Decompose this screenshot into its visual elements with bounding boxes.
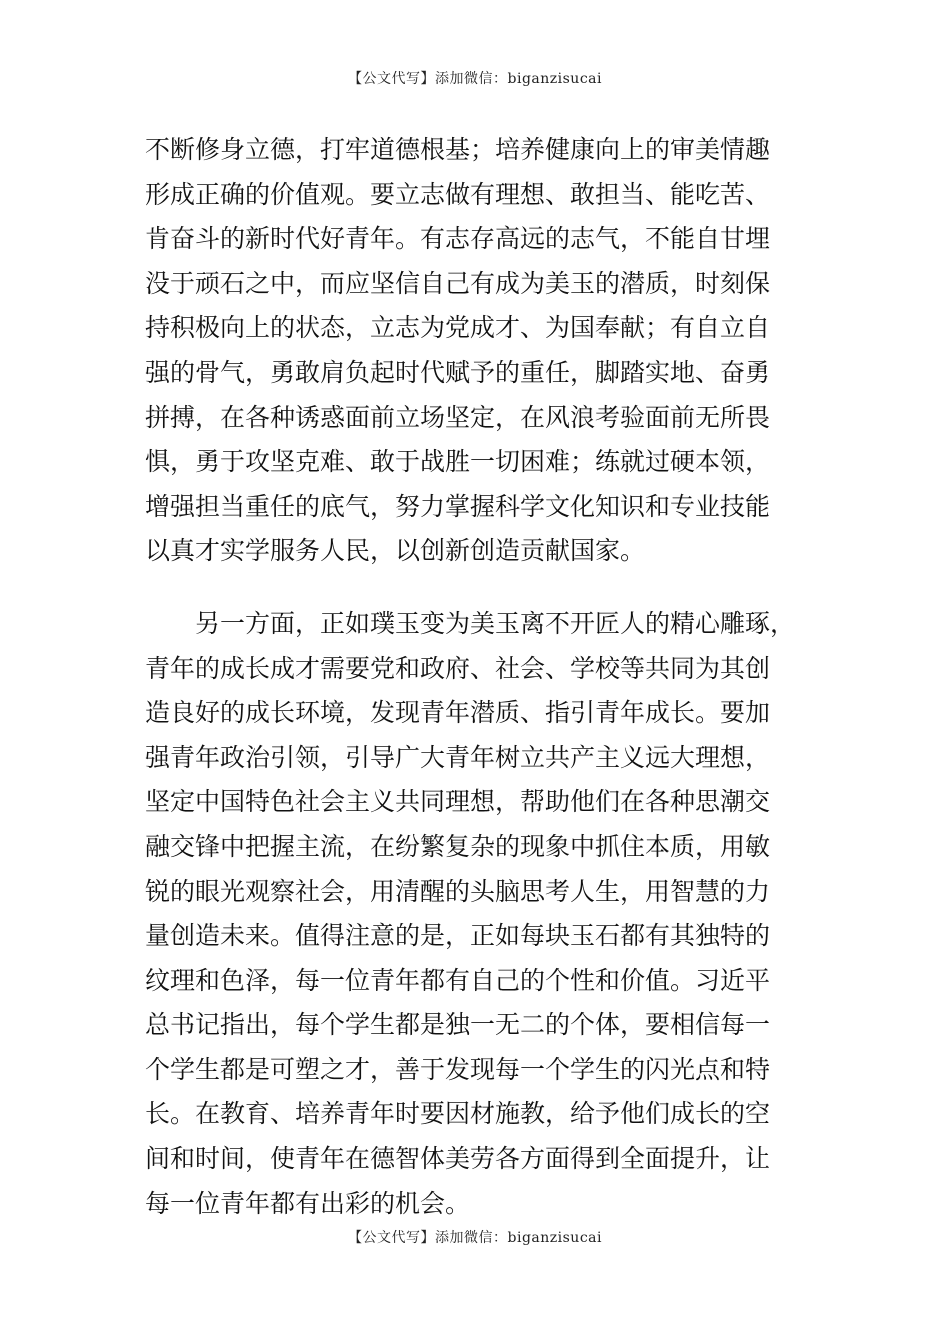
text-line: 另一方面，正如璞玉变为美玉离不开匠人的精心雕琢，: [145, 608, 796, 638]
text-line: 间和时间，使青年在德智体美劳各方面得到全面提升，让: [145, 1144, 771, 1174]
text-line: 坚定中国特色社会主义共同理想，帮助他们在各种思潮交: [145, 787, 771, 817]
page-footer: 【公文代写】添加微信：biganzisucai: [348, 1230, 602, 1246]
text-line: 持积极向上的状态，立志为党成才、为国奉献；有自立自: [145, 313, 771, 343]
text-line: 总书记指出，每个学生都是独一无二的个体，要相信每一: [145, 1010, 771, 1040]
text-line: 拼搏，在各种诱惑面前立场坚定，在风浪考验面前无所畏: [145, 402, 771, 432]
text-line: 锐的眼光观察社会，用清醒的头脑思考人生，用智慧的力: [145, 876, 771, 906]
text-line: 融交锋中把握主流，在纷繁复杂的现象中抓住本质，用敏: [145, 831, 771, 861]
text-line: 形成正确的价值观。要立志做有理想、敢担当、能吃苦、: [145, 179, 771, 209]
text-line: 没于顽石之中，而应坚信自己有成为美玉的潜质，时刻保: [145, 268, 771, 298]
page-header: 【公文代写】添加微信：biganzisucai: [348, 71, 602, 87]
paragraph-1: [145, 128, 825, 574]
text-line: 个学生都是可塑之才，善于发现每一个学生的闪光点和特: [145, 1054, 771, 1084]
text-line: 不断修身立德，打牢道德根基；培养健康向上的审美情趣: [145, 135, 771, 164]
text-line: 肯奋斗的新时代好青年。有志存高远的志气，不能自甘埋: [145, 224, 771, 254]
paragraph-2: [145, 602, 825, 1226]
text-line: 以真才实学服务人民，以创新创造贡献国家。: [145, 536, 646, 566]
body-text: [145, 128, 825, 1226]
text-line: 长。在教育、培养青年时要因材施教，给予他们成长的空: [145, 1099, 771, 1129]
text-line: 每一位青年都有出彩的机会。: [145, 1188, 471, 1218]
text-line: 强的骨气，勇敢肩负起时代赋予的重任，脚踏实地、奋勇: [145, 357, 771, 387]
text-line: 量创造未来。值得注意的是，正如每块玉石都有其独特的: [145, 921, 771, 951]
text-line: 纹理和色泽，每一位青年都有自己的个性和价值。习近平: [145, 965, 771, 995]
text-line: 增强担当重任的底气，努力掌握科学文化知识和专业技能: [145, 491, 771, 521]
text-line: 惧，勇于攻坚克难、敢于战胜一切困难；练就过硬本领，: [145, 447, 771, 477]
text-line: 青年的成长成才需要党和政府、社会、学校等共同为其创: [145, 653, 771, 683]
text-line: 强青年政治引领，引导广大青年树立共产主义远大理想，: [145, 742, 771, 772]
text-line: 造良好的成长环境，发现青年潜质、指引青年成长。要加: [145, 698, 771, 728]
paragraph-gap: [145, 574, 825, 602]
